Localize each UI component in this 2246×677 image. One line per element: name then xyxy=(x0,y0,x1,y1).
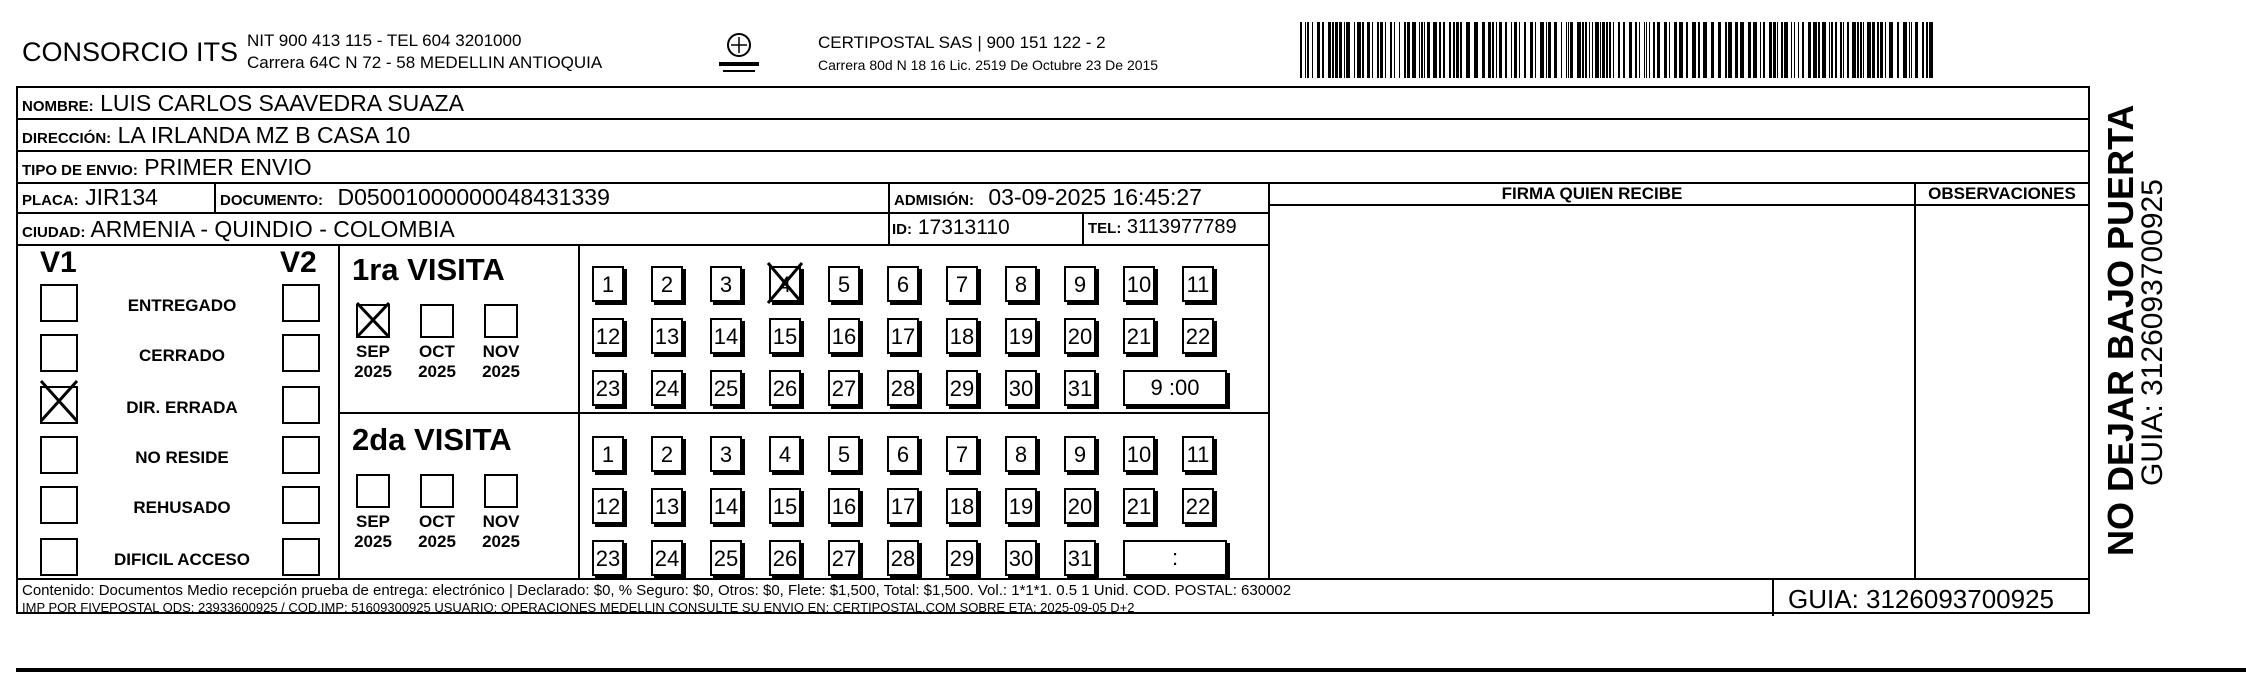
id-label: ID: xyxy=(892,221,912,238)
direccion-field xyxy=(22,122,410,149)
footer-print-info: IMP POR FIVEPOSTAL ODS: 23933600925 / COD.IMP: 51609300925 USUARIO: OPERACIONES MEDELLIN CONSULTE SU ENVIO EN: CERTIPOSTAL.COM SOBRE ETA: 2025-09-05 D+2 xyxy=(22,600,1135,615)
barcode-bar xyxy=(1328,22,1331,78)
certipostal-logo-icon xyxy=(713,30,765,78)
barcode-bar xyxy=(1877,22,1879,78)
barcode-bar xyxy=(1439,22,1441,78)
barcode-bar xyxy=(1519,22,1520,78)
barcode-bar xyxy=(1835,22,1837,78)
barcode-bar xyxy=(1852,22,1856,78)
ciudad-label: CIUDAD: xyxy=(22,224,86,241)
barcode-bar xyxy=(1798,22,1799,78)
barcode-bar xyxy=(1514,22,1517,78)
visit1-day-12[interactable]: 12 xyxy=(592,318,624,354)
barcode-bar xyxy=(1781,22,1783,78)
barcode-bar xyxy=(1546,22,1547,78)
certipostal-nit-line: CERTIPOSTAL SAS | 900 151 122 - 2 xyxy=(818,33,1106,52)
observaciones-header: OBSERVACIONES xyxy=(1928,184,2076,203)
barcode-bar xyxy=(1380,22,1383,78)
v1-checkbox-no-reside[interactable] xyxy=(40,436,78,474)
visit1-day-3[interactable]: 3 xyxy=(710,266,742,302)
id-value: 17313110 xyxy=(917,216,1010,239)
visit1-day-2[interactable]: 2 xyxy=(651,266,683,302)
visit2-day-29[interactable]: 29 xyxy=(946,540,978,576)
visit1-day-24[interactable]: 24 xyxy=(651,370,683,406)
company-name: CONSORCIO ITS xyxy=(22,37,239,67)
barcode-bar xyxy=(1609,22,1611,78)
barcode-bar xyxy=(1639,22,1640,78)
barcode-bar xyxy=(1443,22,1445,78)
visit2-day-8[interactable]: 8 xyxy=(1005,436,1037,472)
visit1-day-27[interactable]: 27 xyxy=(828,370,860,406)
barcode-bar xyxy=(1419,22,1420,78)
status-label-cerrado: CERRADO xyxy=(139,346,225,365)
barcode-bar xyxy=(1346,22,1350,78)
barcode-bar xyxy=(1488,22,1491,78)
visit1-day-6[interactable]: 6 xyxy=(887,266,919,302)
visit2-day-6[interactable]: 6 xyxy=(887,436,919,472)
barcode-bar xyxy=(1357,22,1361,78)
barcode-bar xyxy=(1566,22,1567,78)
visit1-month-label-oct: OCT 2025 xyxy=(418,342,456,381)
barcode-bar xyxy=(1589,22,1590,78)
barcode-bar xyxy=(1367,22,1370,78)
status-label-no-reside: NO RESIDE xyxy=(135,448,229,467)
visit1-day-11[interactable]: 11 xyxy=(1182,266,1214,302)
visit1-month-checkbox-oct[interactable] xyxy=(420,304,454,338)
placa-value: JIR134 xyxy=(85,184,158,210)
barcode-bar xyxy=(1813,22,1817,78)
barcode-bar xyxy=(1561,22,1562,78)
barcode-bar xyxy=(1530,22,1533,78)
barcode-bar xyxy=(1424,22,1425,78)
visit1-day-8[interactable]: 8 xyxy=(1005,266,1037,302)
barcode-bar xyxy=(1880,22,1883,78)
visit2-title: 2da VISITA xyxy=(352,422,512,457)
visit1-month-label-nov: NOV 2025 xyxy=(482,342,520,381)
visit1-day-9[interactable]: 9 xyxy=(1064,266,1096,302)
company-nit-line: NIT 900 413 115 - TEL 604 3201000 xyxy=(247,31,522,50)
barcode-bar xyxy=(1466,22,1470,78)
barcode-bar xyxy=(1499,22,1502,78)
v1-check-mark xyxy=(38,378,80,424)
barcode-bar xyxy=(1582,22,1584,78)
visit2-day-7[interactable]: 7 xyxy=(946,436,978,472)
barcode-bar xyxy=(1453,22,1455,78)
visit2-day-10[interactable]: 10 xyxy=(1123,436,1155,472)
visit1-month-check-mark xyxy=(354,300,392,340)
documento-label: DOCUMENTO: xyxy=(220,192,324,209)
barcode-bar xyxy=(1602,22,1605,78)
barcode-bar xyxy=(1674,22,1677,78)
visit1-day-15[interactable]: 15 xyxy=(769,318,801,354)
barcode-bar xyxy=(1686,22,1688,78)
visit2-day-13[interactable]: 13 xyxy=(651,488,683,524)
barcode-bar xyxy=(1407,22,1410,78)
visit2-month-checkbox-oct[interactable] xyxy=(420,474,454,508)
barcode-bar xyxy=(1679,22,1683,78)
barcode-bar xyxy=(1763,22,1765,78)
barcode-bar xyxy=(1568,22,1569,78)
visit2-day-5[interactable]: 5 xyxy=(828,436,860,472)
barcode-bar xyxy=(1784,22,1788,78)
barcode-bar xyxy=(1831,22,1833,78)
visit2-day-21[interactable]: 21 xyxy=(1123,488,1155,524)
visit1-day-18[interactable]: 18 xyxy=(946,318,978,354)
barcode-bar xyxy=(1613,22,1614,78)
barcode-icon xyxy=(1300,22,1940,78)
barcode-bar xyxy=(1857,22,1859,78)
barcode-bar xyxy=(1725,22,1727,78)
barcode-bar xyxy=(1649,22,1650,78)
v2-checkbox-no-reside[interactable] xyxy=(282,436,320,474)
barcode-bar xyxy=(1903,22,1907,78)
visit1-day-21[interactable]: 21 xyxy=(1123,318,1155,354)
barcode-bar xyxy=(1385,22,1386,78)
tipo-envio-field xyxy=(22,154,312,181)
barcode-bar xyxy=(1629,22,1632,78)
barcode-bar xyxy=(1698,22,1700,78)
visit1-day-20[interactable]: 20 xyxy=(1064,318,1096,354)
barcode-bar xyxy=(1399,22,1400,78)
barcode-bar xyxy=(1791,22,1792,78)
barcode-bar xyxy=(1897,22,1899,78)
id-field xyxy=(892,216,1010,240)
visit2-day-16[interactable]: 16 xyxy=(828,488,860,524)
barcode-bar xyxy=(1606,22,1608,78)
v1-checkbox-rehusado[interactable] xyxy=(40,486,78,524)
visit2-day-1[interactable]: 1 xyxy=(592,436,624,472)
v2-header: V2 xyxy=(280,246,317,279)
no-dejar-bajo-puerta: NO DEJAR BAJO PUERTA xyxy=(2100,104,2141,556)
placa-label: PLACA: xyxy=(22,192,79,209)
tel-value: 3113977789 xyxy=(1126,216,1237,238)
visit2-day-31[interactable]: 31 xyxy=(1064,540,1096,576)
admision-label: ADMISIÓN: xyxy=(894,192,974,209)
barcode-bar xyxy=(1421,22,1423,78)
visit2-day-26[interactable]: 26 xyxy=(769,540,801,576)
barcode-bar xyxy=(1335,22,1338,78)
visit2-day-27[interactable]: 27 xyxy=(828,540,860,576)
barcode-bar xyxy=(1929,22,1933,78)
visit2-day-28[interactable]: 28 xyxy=(887,540,919,576)
barcode-bar xyxy=(1911,22,1912,78)
barcode-bar xyxy=(1460,22,1462,78)
visit2-day-4[interactable]: 4 xyxy=(769,436,801,472)
visit2-day-20[interactable]: 20 xyxy=(1064,488,1096,524)
barcode-bar xyxy=(1753,22,1757,78)
visit1-day-4[interactable]: 4 xyxy=(769,266,801,302)
barcode-bar xyxy=(1773,22,1776,78)
barcode-bar xyxy=(1305,22,1306,78)
placa-field xyxy=(22,184,158,211)
documento-value: D05001000000048431339 xyxy=(337,184,610,210)
certipostal-info xyxy=(818,32,1158,76)
visit1-day-16[interactable]: 16 xyxy=(828,318,860,354)
v2-checkbox-dificil-acceso[interactable] xyxy=(282,538,320,576)
tel-label: TEL: xyxy=(1088,220,1122,237)
visit1-day-31[interactable]: 31 xyxy=(1064,370,1096,406)
visit2-day-11[interactable]: 11 xyxy=(1182,436,1214,472)
barcode-bar xyxy=(1802,22,1804,78)
delivery-form xyxy=(16,86,2090,614)
barcode-bar xyxy=(1915,22,1918,78)
barcode-bar xyxy=(1885,22,1886,78)
status-label-entregado: ENTREGADO xyxy=(127,296,237,315)
barcode-bar xyxy=(1711,22,1714,78)
visit2-day-23[interactable]: 23 xyxy=(592,540,624,576)
barcode-bar xyxy=(1769,22,1772,78)
v1-header: V1 xyxy=(40,246,77,279)
barcode-bar xyxy=(1692,22,1696,78)
visit2-day-18[interactable]: 18 xyxy=(946,488,978,524)
barcode-bar xyxy=(1618,22,1620,78)
visit2-day-14[interactable]: 14 xyxy=(710,488,742,524)
visit2-day-19[interactable]: 19 xyxy=(1005,488,1037,524)
visit1-day-7[interactable]: 7 xyxy=(946,266,978,302)
barcode-bar xyxy=(1847,22,1849,78)
barcode-bar xyxy=(1548,22,1551,78)
barcode-bar xyxy=(1646,22,1647,78)
barcode-bar xyxy=(1794,22,1795,78)
barcode-bar xyxy=(1735,22,1738,78)
barcode-bar xyxy=(1703,22,1707,78)
visit1-day-25[interactable]: 25 xyxy=(710,370,742,406)
visit1-day-check-mark xyxy=(765,260,805,306)
documento-field xyxy=(220,184,610,211)
nombre-label: NOMBRE: xyxy=(22,98,94,115)
visit2-day-30[interactable]: 30 xyxy=(1005,540,1037,576)
visit1-day-29[interactable]: 29 xyxy=(946,370,978,406)
direccion-label: DIRECCIÓN: xyxy=(22,130,112,147)
barcode-bar xyxy=(1644,22,1645,78)
sheet-bottom-rule xyxy=(16,668,2246,672)
visit1-day-10[interactable]: 10 xyxy=(1123,266,1155,302)
visit2-day-2[interactable]: 2 xyxy=(651,436,683,472)
tipo-envio-value: PRIMER ENVIO xyxy=(144,154,312,180)
barcode-bar xyxy=(1867,22,1871,78)
visit1-day-13[interactable]: 13 xyxy=(651,318,683,354)
firma-header: FIRMA QUIEN RECIBE xyxy=(1501,184,1683,203)
barcode-bar xyxy=(1657,22,1660,78)
barcode-bar xyxy=(1312,22,1313,78)
barcode-bar xyxy=(1664,22,1667,78)
barcode-bar xyxy=(1354,22,1355,78)
company-info xyxy=(247,30,602,74)
visit1-day-23[interactable]: 23 xyxy=(592,370,624,406)
visit1-day-17[interactable]: 17 xyxy=(887,318,919,354)
status-label-dificil-acceso: DIFICIL ACCESO xyxy=(113,550,250,569)
barcode-bar xyxy=(1524,22,1526,78)
barcode-bar xyxy=(1390,22,1392,78)
visit2-day-22[interactable]: 22 xyxy=(1182,488,1214,524)
visit2-day-25[interactable]: 25 xyxy=(710,540,742,576)
visit1-day-1[interactable]: 1 xyxy=(592,266,624,302)
barcode-bar xyxy=(1926,22,1928,78)
barcode-bar xyxy=(1372,22,1373,78)
company-address-line: Carrera 64C N 72 - 58 MEDELLIN ANTIOQUIA xyxy=(247,53,603,72)
barcode-bar xyxy=(1322,22,1324,78)
barcode-bar xyxy=(1623,22,1625,78)
visit2-month-checkbox-sep[interactable] xyxy=(356,474,390,508)
visit2-hour-field[interactable]: : xyxy=(1123,540,1227,576)
side-guia: GUIA: 3126093700925 xyxy=(2136,179,2169,486)
barcode-bar xyxy=(1595,22,1599,78)
visit2-month-label-nov: NOV 2025 xyxy=(482,512,520,551)
barcode-bar xyxy=(1339,22,1342,78)
visit2-day-24[interactable]: 24 xyxy=(651,540,683,576)
visit2-day-12[interactable]: 12 xyxy=(592,488,624,524)
visit2-day-15[interactable]: 15 xyxy=(769,488,801,524)
barcode-bar xyxy=(1492,22,1494,78)
barcode-bar xyxy=(1718,22,1721,78)
v1-checkbox-cerrado[interactable] xyxy=(40,334,78,372)
barcode-bar xyxy=(1740,22,1744,78)
ciudad-value: ARMENIA - QUINDIO - COLOMBIA xyxy=(90,216,455,242)
visit1-day-30[interactable]: 30 xyxy=(1005,370,1037,406)
nombre-field xyxy=(22,90,464,117)
barcode-bar xyxy=(1307,22,1309,78)
barcode-bar xyxy=(1456,22,1459,78)
barcode-bar xyxy=(1653,22,1655,78)
v1-checkbox-dificil-acceso[interactable] xyxy=(40,538,78,576)
barcode-bar xyxy=(1540,22,1544,78)
barcode-bar xyxy=(1577,22,1581,78)
barcode-bar xyxy=(1760,22,1761,78)
visit1-day-14[interactable]: 14 xyxy=(710,318,742,354)
footer-content: Contenido: Documentos Medio recepción prueba de entrega: electrónico | Declarado: $0, % Seguro: $0, Otros: $0, Flete: $1,500, Total: $1,500. Vol.: 1*1*1. 0.5 1 Unid. COD. POSTAL: 630002 xyxy=(22,582,1292,599)
barcode-bar xyxy=(1840,22,1842,78)
barcode-bar xyxy=(1449,22,1451,78)
barcode-bar xyxy=(1511,22,1512,78)
barcode-bar xyxy=(1412,22,1416,78)
barcode-bar xyxy=(1404,22,1406,78)
barcode-bar xyxy=(1818,22,1820,78)
visit2-month-label-sep: SEP 2025 xyxy=(354,512,392,551)
visit1-day-28[interactable]: 28 xyxy=(887,370,919,406)
barcode-bar xyxy=(1889,22,1893,78)
barcode-bar xyxy=(1585,22,1587,78)
visit1-title: 1ra VISITA xyxy=(352,252,505,287)
visit1-month-label-sep: SEP 2025 xyxy=(354,342,392,381)
barcode-bar xyxy=(1922,22,1924,78)
nombre-value: LUIS CARLOS SAAVEDRA SUAZA xyxy=(100,90,464,116)
barcode-bar xyxy=(1728,22,1732,78)
status-label-rehusado: REHUSADO xyxy=(133,498,231,517)
visit2-day-17[interactable]: 17 xyxy=(887,488,919,524)
v2-checkbox-cerrado[interactable] xyxy=(282,334,320,372)
admision-value: 03-09-2025 16:45:27 xyxy=(988,184,1202,210)
visit1-hour-field[interactable]: 9 :00 xyxy=(1123,370,1227,406)
certipostal-address-line: Carrera 80d N 18 16 Lic. 2519 De Octubre 23 De 2015 xyxy=(818,57,1159,73)
v1-checkbox-entregado[interactable] xyxy=(40,284,78,322)
barcode-bar xyxy=(1482,22,1485,78)
visit2-month-checkbox-nov[interactable] xyxy=(484,474,518,508)
barcode-bar xyxy=(1554,22,1557,78)
barcode-bar xyxy=(1600,22,1601,78)
barcode-bar xyxy=(1377,22,1379,78)
v2-checkbox-dir-errada[interactable] xyxy=(282,386,320,424)
barcode-bar xyxy=(1394,22,1395,78)
barcode-bar xyxy=(1474,22,1478,78)
barcode-bar xyxy=(1505,22,1507,78)
ciudad-field xyxy=(22,216,455,243)
visit2-day-3[interactable]: 3 xyxy=(710,436,742,472)
barcode-bar xyxy=(1872,22,1875,78)
footer-guia: GUIA: 3126093700925 xyxy=(1788,584,2054,614)
barcode-bar xyxy=(1496,22,1497,78)
barcode-bar xyxy=(1829,22,1830,78)
visit1-month-checkbox-nov[interactable] xyxy=(484,304,518,338)
direccion-value: LA IRLANDA MZ B CASA 10 xyxy=(117,122,411,148)
barcode-bar xyxy=(1843,22,1844,78)
barcode-bar xyxy=(1860,22,1862,78)
barcode-bar xyxy=(1748,22,1751,78)
barcode-bar xyxy=(1535,22,1536,78)
visit1-day-19[interactable]: 19 xyxy=(1005,318,1037,354)
v2-checkbox-entregado[interactable] xyxy=(282,284,320,322)
barcode-bar xyxy=(1332,22,1334,78)
visit1-day-5[interactable]: 5 xyxy=(828,266,860,302)
visit1-day-26[interactable]: 26 xyxy=(769,370,801,406)
status-label-dir-errada: DIR. ERRADA xyxy=(126,398,238,417)
tel-field xyxy=(1088,216,1237,239)
barcode-bar xyxy=(1317,22,1320,78)
barcode-bar xyxy=(1427,22,1430,78)
barcode-bar xyxy=(1808,22,1811,78)
barcode-bar xyxy=(1592,22,1593,78)
barcode-bar xyxy=(1635,22,1637,78)
barcode-bar xyxy=(1909,22,1910,78)
barcode-bar xyxy=(1362,22,1364,78)
barcode-bar xyxy=(1300,22,1302,78)
tipo-envio-label: TIPO DE ENVIO: xyxy=(22,162,138,179)
barcode-bar xyxy=(1777,22,1778,78)
barcode-bar xyxy=(1669,22,1670,78)
visit1-day-22[interactable]: 22 xyxy=(1182,318,1214,354)
admision-field xyxy=(894,184,1202,211)
barcode-bar xyxy=(1433,22,1437,78)
barcode-bar xyxy=(1344,22,1345,78)
visit2-month-label-oct: OCT 2025 xyxy=(418,512,456,551)
v2-checkbox-rehusado[interactable] xyxy=(282,486,320,524)
visit2-day-9[interactable]: 9 xyxy=(1064,436,1096,472)
barcode-bar xyxy=(1863,22,1864,78)
barcode-bar xyxy=(1570,22,1573,78)
barcode-bar xyxy=(1822,22,1826,78)
